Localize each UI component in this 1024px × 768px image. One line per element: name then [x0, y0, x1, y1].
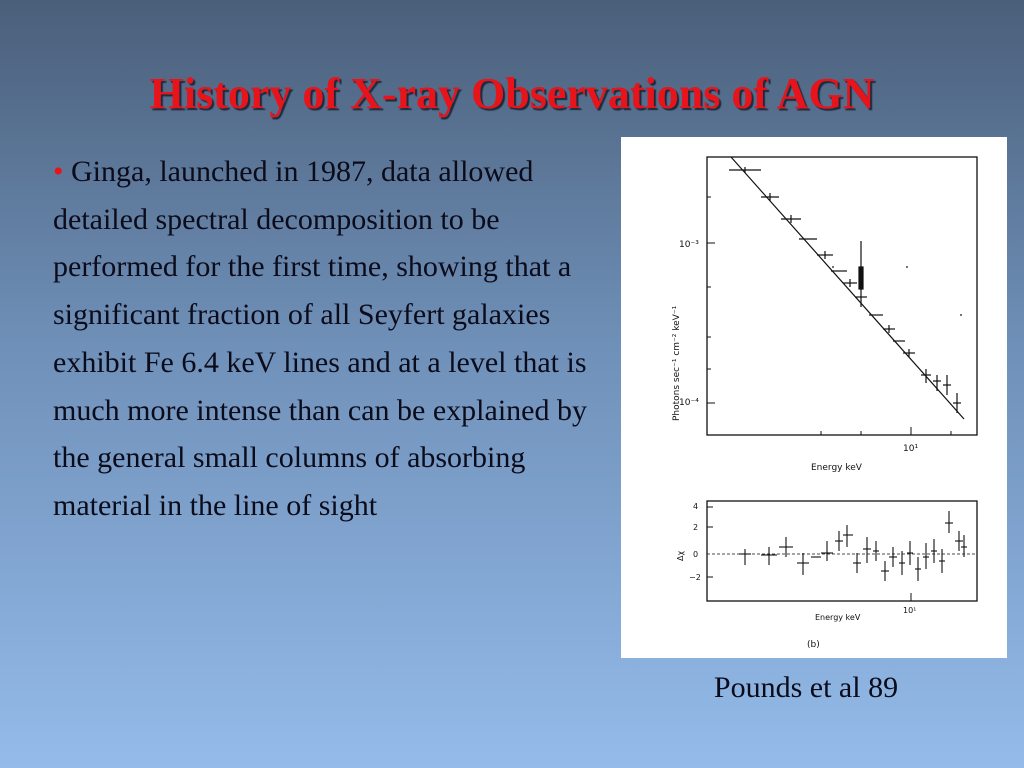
top-ylabel: Photons sec⁻¹ cm⁻² keV⁻¹ — [672, 305, 682, 421]
stray-specks — [832, 266, 962, 316]
model-curve — [731, 157, 964, 419]
bottom-ytick-top: 4 — [693, 502, 699, 511]
body-paragraph: Ginga, launched in 1987, data allowed detailed spectral decomposition to be performed for the first time, showing that a significant fraction of all Seyfert galaxies exhibit Fe 6.4 keV lines and at a level that is much more intense than can be explained by the general small columns of absorbing material in the line of sight — [53, 155, 587, 522]
bottom-ytick-neg2: −2 — [689, 573, 701, 582]
bullet-marker: • — [53, 155, 64, 188]
top-xtick: 10¹ — [903, 444, 919, 454]
bottom-ylabel: Δχ — [676, 550, 685, 561]
spectrum-data-points — [729, 167, 961, 413]
spectrum-figure-svg — [621, 137, 1007, 658]
body-text — [53, 148, 618, 530]
top-panel-frame — [707, 157, 977, 435]
figure-caption: Pounds et al 89 — [713, 671, 899, 704]
bottom-ytick-0: 0 — [693, 550, 699, 559]
slide-title: History of X-ray Observations of AGN — [149, 69, 875, 118]
panel-label-b: (b) — [807, 640, 820, 650]
residual-data-points — [739, 511, 967, 581]
top-ytick-lower: 10⁻⁴ — [679, 398, 699, 408]
spectrum-figure — [621, 137, 1007, 658]
top-xlabel: Energy keV — [811, 463, 862, 473]
top-panel-ticks — [707, 197, 951, 435]
bottom-xtick: 10¹ — [903, 606, 917, 615]
bottom-ytick-2: 2 — [693, 523, 699, 532]
bottom-xlabel: Energy keV — [815, 613, 861, 622]
top-ytick-upper: 10⁻³ — [679, 240, 699, 250]
